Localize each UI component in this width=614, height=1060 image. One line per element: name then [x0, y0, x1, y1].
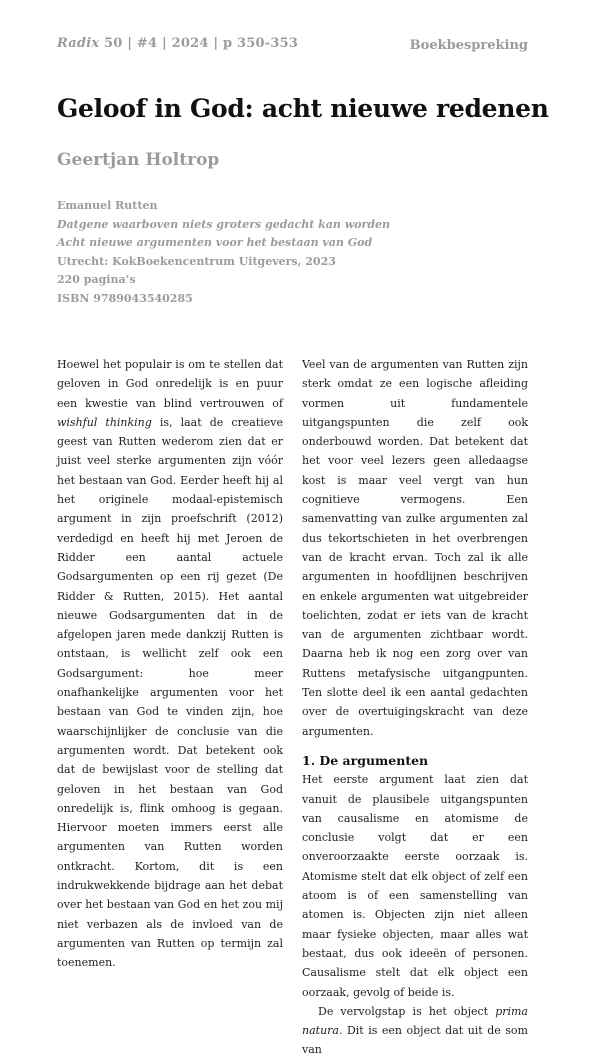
- column-right: [302, 355, 528, 1060]
- emphasis: wishful thinking: [57, 415, 152, 429]
- issue-info: 50 | #4 | 2024 | p 350-353: [104, 36, 299, 51]
- article-author: Geertjan Holtrop: [57, 150, 220, 170]
- book-isbn: ISBN 9789043540285: [57, 291, 193, 305]
- paragraph-first-argument: Het eerste argument laat zien dat vanuit de plausibele uitgangspunten van causalisme en atomisme de conclusie volgt dat er een onveroorzaakte eerste oorzaak is. Atomisme stelt dat elk object of zelf een atoom is of een samenstelling van atomen is. Objecten zijn niet alleen maar fysieke objecten, maar alles wat bestaat, dus ook ideeën of personen. Causalisme stelt dat elk object een oorzaak, gevolg of beide is.: [302, 773, 528, 999]
- book-details: [57, 197, 390, 308]
- emphasis: prima natura.: [302, 1004, 528, 1038]
- journal-name: Radix: [57, 36, 100, 51]
- section-label: Boekbespreking: [409, 38, 528, 53]
- book-title: Datgene waarboven niets groters gedacht kan worden: [57, 217, 391, 231]
- book-author: Emanuel Rutten: [57, 199, 158, 212]
- paragraph-approach-continued: Veel van de argumenten van Rutten zijn sterk omdat ze een logische afleiding vormen uit fundamentele uitgangspunten die zelf ook onderbouwd worden. Dat betekent dat het voor veel lezers geen alledaagse kost is maar veel vergt van hun cognitieve vermogens. Een samenvatting van zulke argumenten zal dus tekortschieten in het overbrengen van de kracht ervan. Toch zal ik alle argumenten in hoofdlijnen beschrijven en enkele argumenten wat uitgebreider toelichten, zodat er iets van de kracht van de argumenten zichtbaar wordt. Daarna heb ik nog een zorg over van Ruttens metafysische uitgangpunten. Ten slotte deel ik een aantal gedachten over de overtuigingskracht van deze argumenten.: [302, 358, 528, 738]
- column-left: [57, 355, 283, 973]
- paragraph-next-step: De vervolgstap is het object prima natura. Dit is een object dat uit de som van: [302, 1004, 528, 1057]
- book-subtitle: Acht nieuwe argumenten voor het bestaan van God: [57, 236, 373, 249]
- book-publisher: Utrecht: KokBoekencentrum Uitgevers, 2023: [57, 254, 336, 268]
- section-heading: 1. De argumenten: [302, 752, 429, 768]
- book-pages: 220 pagina’s: [57, 273, 136, 286]
- journal-reference: [57, 36, 298, 51]
- article-title: Geloof in God: acht nieuwe redenen: [57, 94, 549, 123]
- paragraph-intro: Hoewel het populair is om te stellen dat geloven in God onredelijk is en puur een kwestie van blind vertrouwen of wishful thinking is, laat de creatieve geest van Rutten wederom zien dat er juist veel sterke argumenten zijn vóór het bestaan van God. Eerder heeft hij al het originele modaal-epistemisch argument in zijn proefschrift (2012) verdedigd en heeft hij met Jeroen de Ridder een aantal actuele Godsargumenten op een rij gezet (De Ridder & Rutten, 2015). Het aantal nieuwe Godsargumenten dat in de afgelopen jaren mede dankzij Rutten is ontstaan, is wellicht zelf ook een Godsargument: hoe meer onafhankelijke argumenten voor het bestaan van God te vinden zijn, hoe waarschijnlijker de conclusie van die argumenten wordt. Dat betekent ook dat de bewijslast voor de stelling dat geloven in het bestaan van God onredelijk is, flink omhoog is gegaan. Hiervoor moeten immers eerst alle argumenten van Rutten worden ontkracht. Kortom, dit is een indrukwekkende bijdrage aan het debat over het bestaan van God en het zou mij niet verbazen als de invloed van de argumenten van Rutten op termijn zal toenemen.: [57, 358, 283, 970]
